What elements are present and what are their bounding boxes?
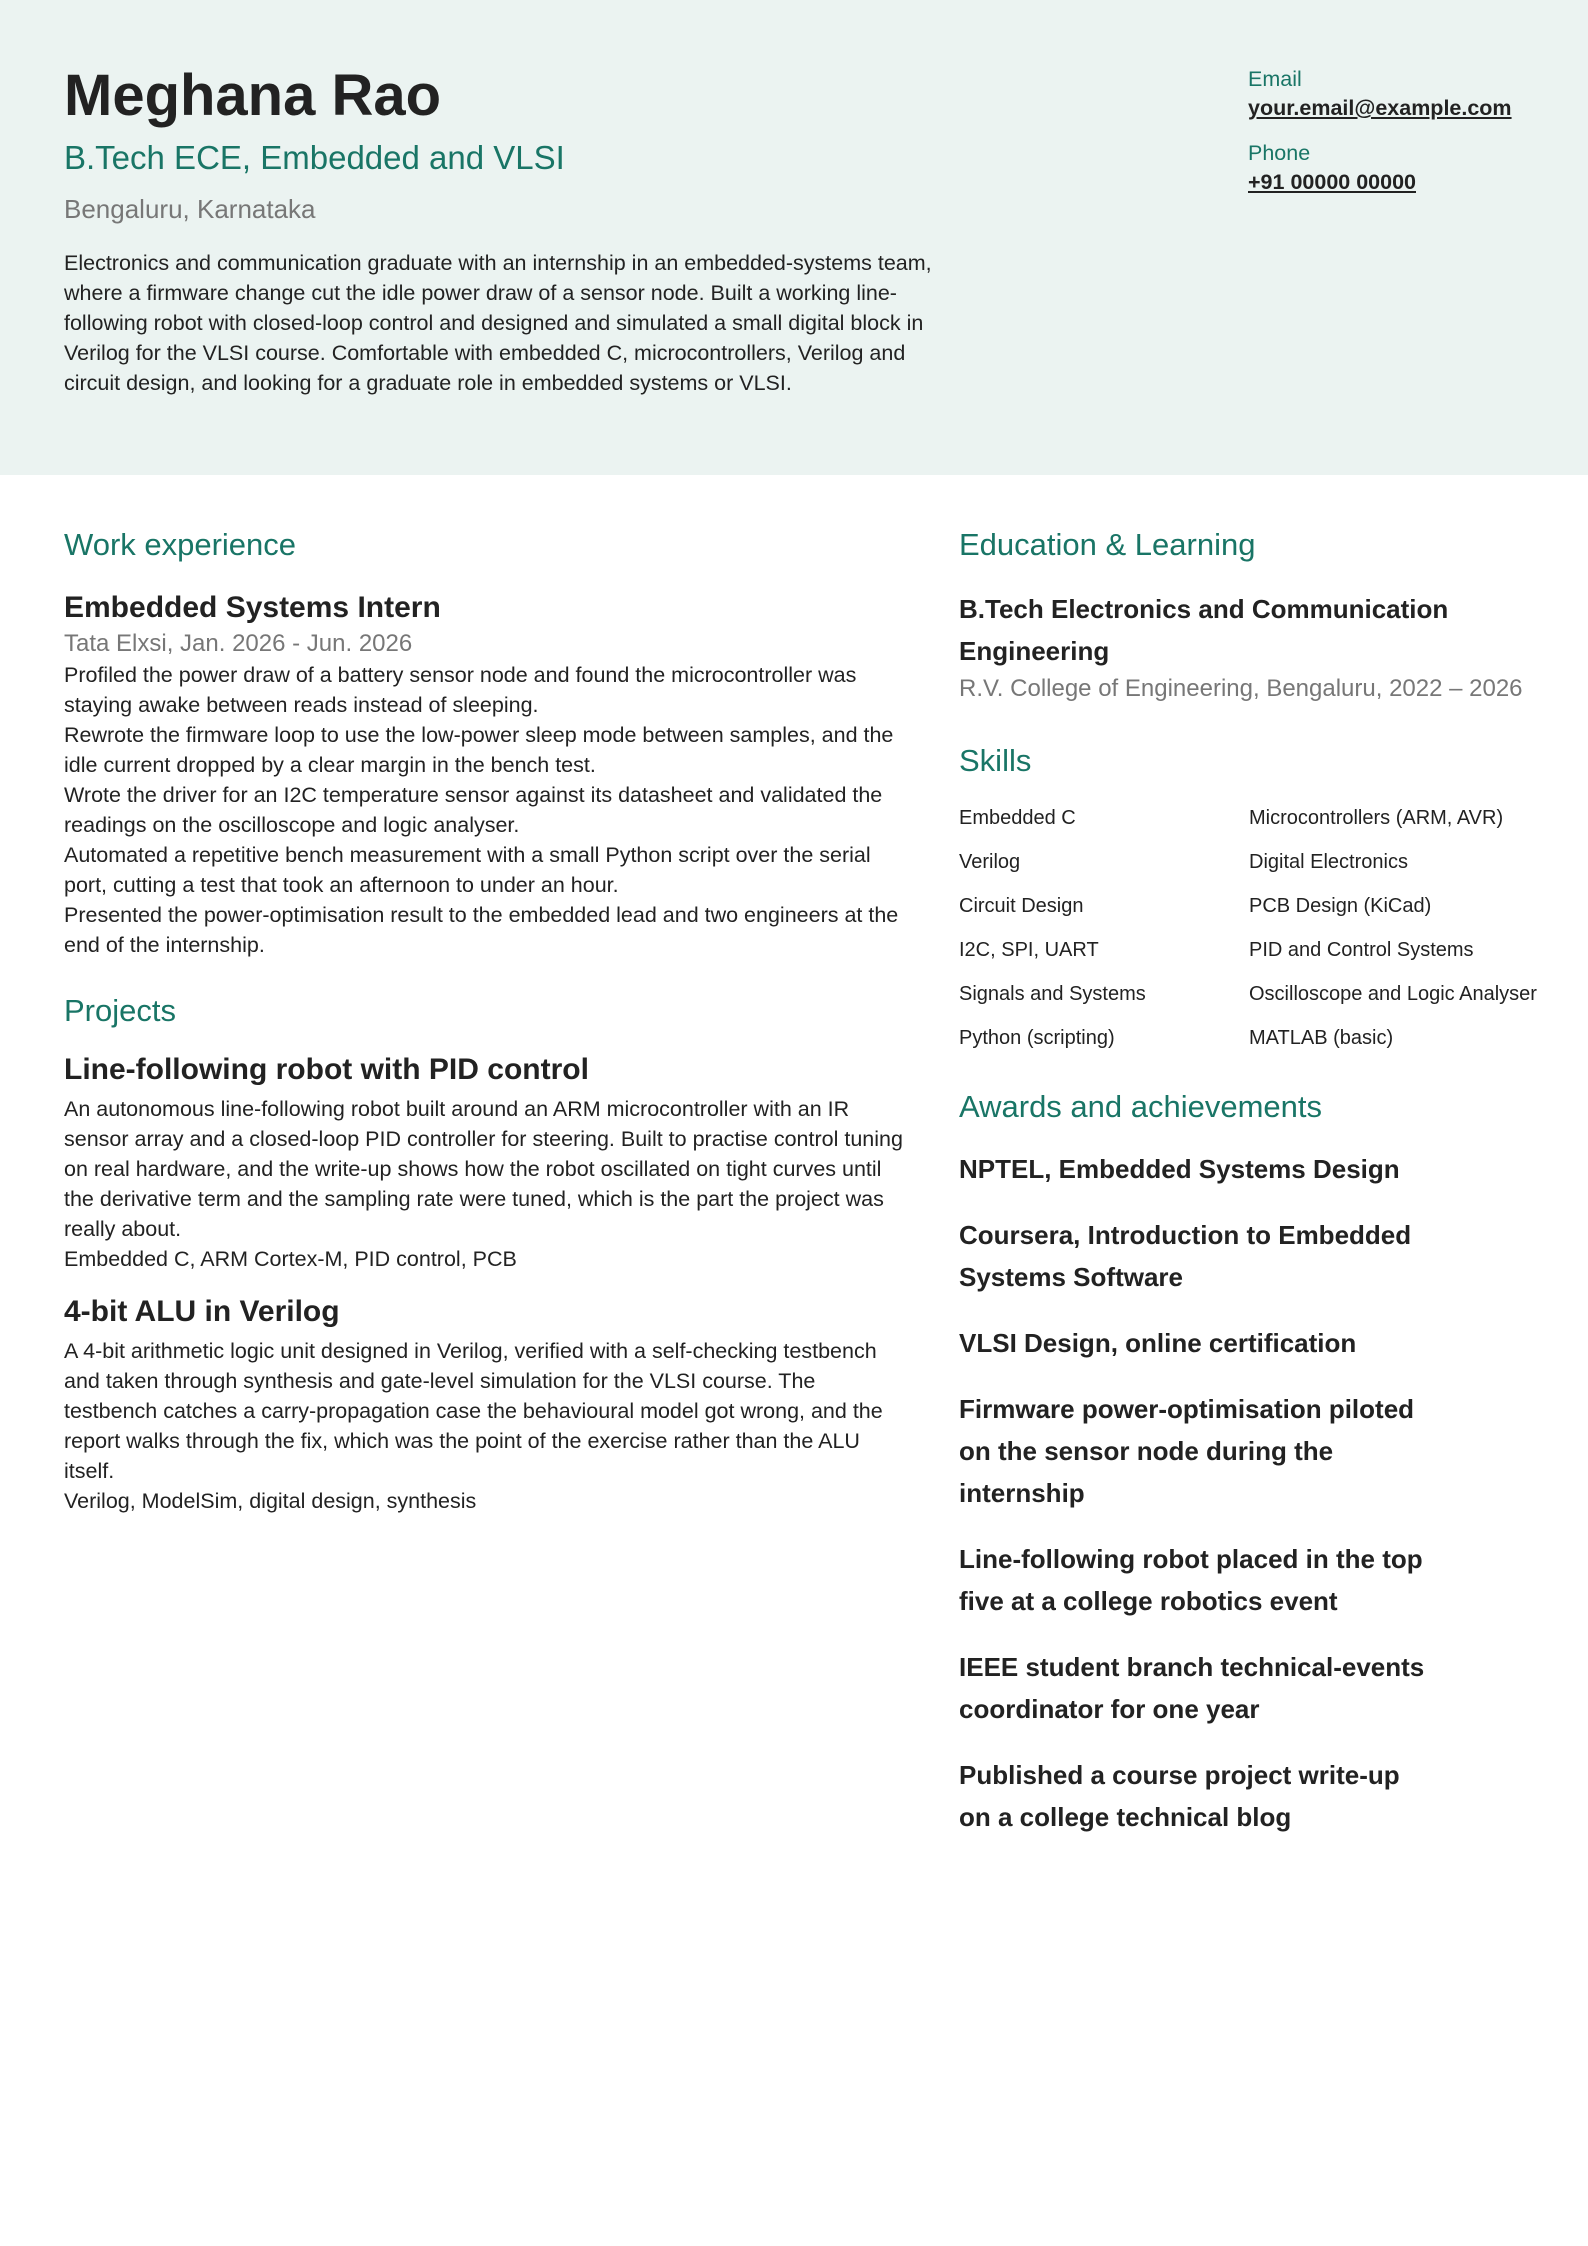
header-band xyxy=(0,0,1588,475)
award-item: Firmware power-optimisation piloted on the sensor node during the internship xyxy=(959,1394,1415,1508)
skill-item: I2C, SPI, UART xyxy=(959,939,1099,961)
phone-label: Phone xyxy=(1248,141,1311,165)
project-title: Line-following robot with PID control xyxy=(64,1053,589,1086)
skill-item: Circuit Design xyxy=(959,895,1084,917)
project-title: 4-bit ALU in Verilog xyxy=(64,1295,340,1328)
phone-link[interactable]: +91 00000 00000 xyxy=(1248,170,1416,194)
degree-meta: R.V. College of Engineering, Bengaluru, 2022 – 2026 xyxy=(959,675,1523,702)
job-bullets xyxy=(64,660,914,960)
award-item: Published a course project write-up on a college technical blog xyxy=(959,1760,1400,1832)
project-description: A 4-bit arithmetic logic unit designed in Verilog, verified with a self-checking testbench and taken through synthesis and gate-level simulation for the VLSI course. The testbench catches a carry-propagation case the behavioural model got wrong, and the report walks through the fix, which was the point of the exercise rather than the ALU itself. xyxy=(64,1339,883,1483)
skill-item: Signals and Systems xyxy=(959,983,1146,1005)
summary-paragraph: Electronics and communication graduate with an internship in an embedded-systems team, where a firmware change cut the idle power draw of a sensor node. Built a working line-following robot with closed-loop control and designed and simulated a small digital block in Verilog for the VLSI course. Comfortable with embedded C, microcontrollers, Verilog and circuit design, and looking for a graduate role in embedded systems or VLSI. xyxy=(64,251,932,395)
awards-list xyxy=(959,1148,1429,1838)
project-item xyxy=(64,1292,914,1516)
project-description: An autonomous line-following robot built around an ARM microcontroller with an IR sensor array and a closed-loop PID controller for steering. Built to practise control tuning on real hardware, and the write-up shows how the robot oscillated on tight curves until the derivative term and the sampling rate were tuned, which is the part the project was really about. xyxy=(64,1097,903,1241)
candidate-name: Meghana Rao xyxy=(64,63,442,128)
award-item: VLSI Design, online certification xyxy=(959,1328,1357,1358)
candidate-subtitle: B.Tech ECE, Embedded and VLSI xyxy=(64,139,565,176)
skill-item: Oscilloscope and Logic Analyser xyxy=(1249,983,1537,1005)
skill-item: Microcontrollers (ARM, AVR) xyxy=(1249,807,1504,829)
job-bullet: Profiled the power draw of a battery sensor node and found the microcontroller was staying awake between reads instead of sleeping. xyxy=(64,663,857,717)
skill-item: PID and Control Systems xyxy=(1249,939,1474,961)
project-item xyxy=(64,1050,914,1274)
job-bullet: Wrote the driver for an I2C temperature sensor against its datasheet and validated the readings on the oscilloscope and logic analyser. xyxy=(64,783,883,837)
email-label: Email xyxy=(1248,67,1302,91)
skill-item: PCB Design (KiCad) xyxy=(1249,895,1432,917)
job-bullet: Presented the power-optimisation result to the embedded lead and two engineers at the end of the internship. xyxy=(64,903,899,957)
skill-item: Verilog xyxy=(959,851,1021,873)
left-column xyxy=(64,520,914,1516)
right-column xyxy=(959,520,1539,1862)
candidate-location: Bengaluru, Karnataka xyxy=(64,194,316,224)
skill-item: Python (scripting) xyxy=(959,1027,1115,1049)
job-bullet: Rewrote the firmware loop to use the low-power sleep mode between samples, and the idle current dropped by a clear margin in the bench test. xyxy=(64,723,894,777)
project-tech: Embedded C, ARM Cortex-M, PID control, PCB xyxy=(64,1247,517,1271)
contact-block xyxy=(1248,65,1568,213)
job-meta: Tata Elxsi, Jan. 2026 - Jun. 2026 xyxy=(64,630,413,657)
awards-section-title: Awards and achievements xyxy=(959,1089,1323,1124)
work-section-title: Work experience xyxy=(64,527,297,562)
skill-item: MATLAB (basic) xyxy=(1249,1027,1394,1049)
job-bullet: Automated a repetitive bench measurement with a small Python script over the serial port, cutting a test that took an afternoon to under an hour. xyxy=(64,843,871,897)
skills-list xyxy=(959,804,1539,1068)
job-title: Embedded Systems Intern xyxy=(64,591,441,624)
email-link[interactable]: your.email@example.com xyxy=(1248,96,1512,120)
award-item: IEEE student branch technical-events coordinator for one year xyxy=(959,1652,1425,1724)
education-section-title: Education & Learning xyxy=(959,527,1256,562)
skill-item: Digital Electronics xyxy=(1249,851,1408,873)
award-item: NPTEL, Embedded Systems Design xyxy=(959,1154,1400,1184)
degree-title: B.Tech Electronics and Communication Engineering xyxy=(959,594,1449,666)
award-item: Coursera, Introduction to Embedded Systems Software xyxy=(959,1220,1412,1292)
skill-item: Embedded C xyxy=(959,807,1076,829)
award-item: Line-following robot placed in the top five at a college robotics event xyxy=(959,1544,1423,1616)
skills-section-title: Skills xyxy=(959,743,1032,778)
project-tech: Verilog, ModelSim, digital design, synthesis xyxy=(64,1489,477,1513)
projects-section-title: Projects xyxy=(64,993,176,1028)
